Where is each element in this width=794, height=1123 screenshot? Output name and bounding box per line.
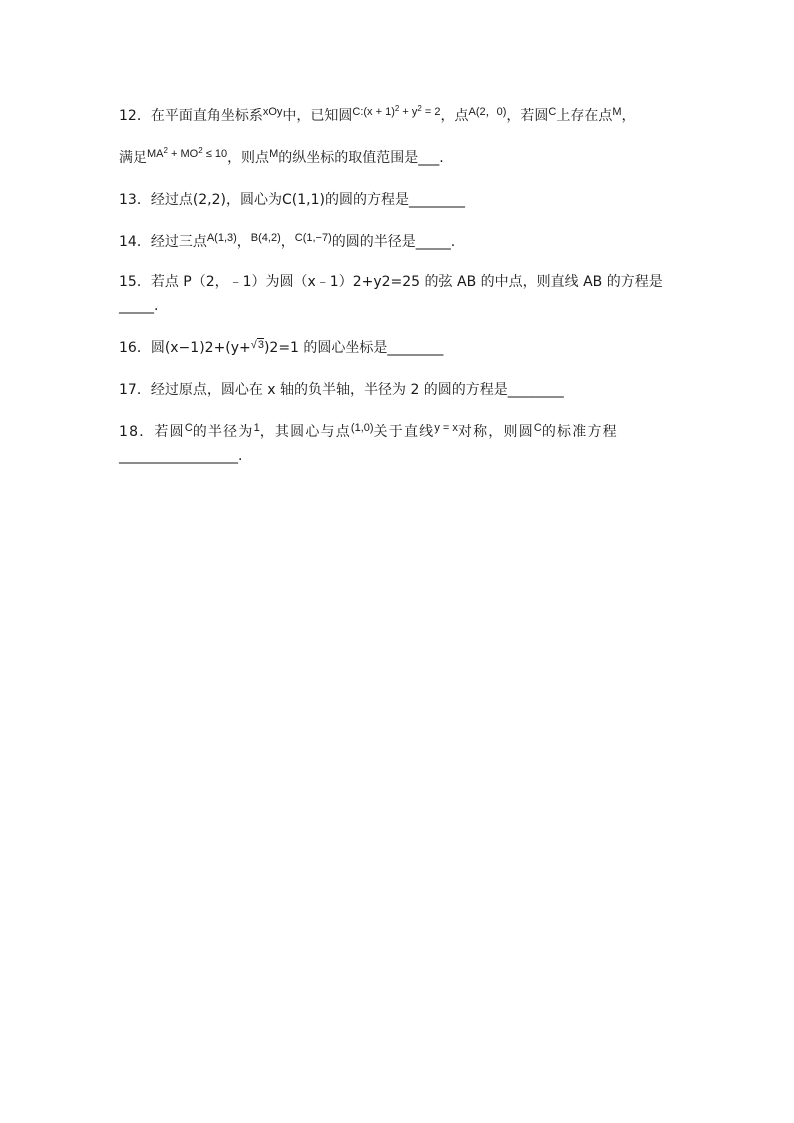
math-c: C: [533, 422, 542, 434]
question-18-line-2: _________________.: [119, 448, 243, 464]
math-point-a: A(2，0): [468, 106, 507, 118]
question-13: 13．经过点(2,2)，圆心为C(1,1)的圆的方程是________: [119, 192, 465, 208]
question-12-line-1: 12．在平面直角坐标系$^{xOy}$中，已知圆$^{C:(x + 1)^2 + y^2 = 2}$，点$^{A(2,0)}$，若圆$^C$上存在点$^M$，: [119, 104, 636, 124]
math-point-b: B(4,2): [250, 232, 281, 244]
square-root-symbol: √3: [250, 339, 264, 351]
math-xoy: xOy: [262, 106, 283, 118]
question-17: 17．经过原点，圆心在 x 轴的负半轴，半径为 2 的圆的方程是________: [119, 382, 564, 398]
math-c: C: [548, 106, 557, 118]
question-16: 16．圆(x−1)2+(y+$^{√3}$)2=1 的圆心坐标是________: [119, 339, 444, 356]
question-12-line-2: 满足$^{MA^2 + MO^2 \le 10}$，则点$^M$的纵坐标的取值范围是___.: [119, 146, 444, 166]
math-inequality: MA2 + MO2 ≤ 10: [147, 146, 228, 160]
question-14: 14．经过三点$^{A(1,3)}$，$^{B(4,2)}$，$^{C(1,-7)}$的圆的半径是_____.: [119, 232, 456, 250]
math-line-y-eq-x: y = x: [434, 422, 458, 434]
math-m: M: [269, 148, 279, 160]
math-point: (1,0): [350, 422, 374, 434]
math-circle-equation: C:(x + 1)2 + y2 = 2: [352, 104, 441, 118]
question-18-line-1: 18．若圆$^C$的半径为$^1$，其圆心与点$^{(1,0)}$关于直线$^{y = x}$对称，则圆$^C$的标准方程: [119, 422, 618, 440]
math-radius: 1: [253, 422, 260, 434]
question-15-line-2: _____.: [119, 298, 159, 314]
math-point-c: C(1,−7): [294, 232, 332, 244]
math-m: M: [612, 106, 622, 118]
math-point-a: A(1,3): [206, 232, 237, 244]
document-body: [119, 106, 679, 466]
question-15-line-1: 15．若点 P（2，﹣1）为圆（x﹣1）2+y2=25 的弦 AB 的中点，则直线 AB 的方程是: [119, 274, 663, 290]
math-c: C: [184, 422, 193, 434]
